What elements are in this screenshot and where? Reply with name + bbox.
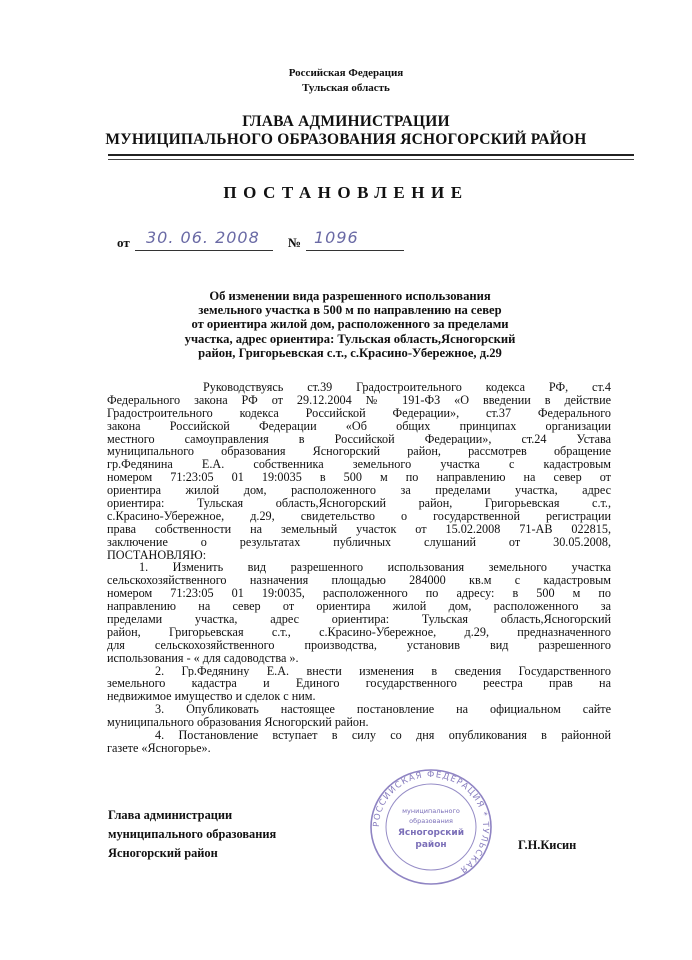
body-line: 3. Опубликовать настоящее постановление на официальном сайте xyxy=(155,703,611,717)
org-heading-line2: МУНИЦИПАЛЬНОГО ОБРАЗОВАНИЯ ЯСНОГОРСКИЙ РАЙОН xyxy=(105,131,587,148)
official-seal xyxy=(368,767,494,887)
seal-inner-line3: Ясногорский xyxy=(397,828,465,838)
body-line: сельскохозяйственного назначения площадью 284000 кв.м с кадастровым xyxy=(107,574,611,588)
seal-inner-line2: образования xyxy=(409,817,453,825)
body-line: закона Российской Федерации «Об общих принципах организации xyxy=(107,419,611,433)
body-line: муниципального образования Ясногорский район. xyxy=(107,716,369,730)
org-heading-line1: ГЛАВА АДМИНИСТРАЦИИ xyxy=(242,113,450,130)
seal-outer-text: РОССИЙСКАЯ ФЕДЕРАЦИЯ * ТУЛЬСКАЯ xyxy=(371,769,491,875)
subject-line: район, Григорьевская с.т., с.Красино-Убережное, д.29 xyxy=(198,345,502,360)
body-line: заключение о результатах публичных слушаний от 30.05.2008, xyxy=(107,535,611,549)
date-label: от xyxy=(117,235,130,250)
body-line: номером 71:23:05 01 19:0035 в 500 м по направлению на север от xyxy=(107,471,611,485)
body-line: Руководствуясь ст.39 Градостроительного кодекса РФ, ст.4 xyxy=(203,381,611,394)
body-line: недвижимое имущество и сделок с ним. xyxy=(107,690,316,704)
signature-position-line: муниципального образования xyxy=(108,827,277,841)
body-line: ориентира жилой дом, расположенного за пределами участка, адрес xyxy=(107,484,611,498)
region-heading: Тульская область xyxy=(302,82,390,94)
body-line: ориентира: Тульская область,Ясногорский район, Григорьевская с.т., xyxy=(107,497,611,510)
signature-block xyxy=(108,806,276,863)
number-underline xyxy=(306,250,404,251)
body-line: район, Григорьевская с.т., с.Красино-Убережное, д.29, предназначенного xyxy=(107,625,611,639)
document-type-title: ПОСТАНОВЛЕНИЕ xyxy=(223,183,469,202)
subject-block xyxy=(140,289,560,360)
number-value: 1096 xyxy=(314,228,359,247)
body-line: для сельскохозяйственного производства, установив вид разрешенного xyxy=(107,638,611,652)
signature-position-line: Ясногорский район xyxy=(108,846,218,860)
body-line: местного самоуправления в Российской Федерации», ст.24 Устава xyxy=(107,432,611,446)
body-line: земельного кадастра и Единого государственного реестра прав на xyxy=(107,677,611,691)
body-line: Градостроительного кодекса Российской Федерации», ст.37 Федерального xyxy=(107,406,611,420)
body-line: 1. Изменить вид разрешенного использования земельного участка xyxy=(139,561,611,575)
body-line: использования - « для садоводства ». xyxy=(107,651,299,665)
number-label: № xyxy=(288,235,302,250)
body-line: 4. Постановление вступает в силу со дня опубликования в районной xyxy=(155,729,611,742)
body-text xyxy=(107,381,611,755)
body-line: направлению на север от ориентира жилой дом, расположенного за xyxy=(107,600,611,614)
body-line: газете «Ясногорье». xyxy=(107,741,211,755)
body-line: муниципального образования Ясногорский район, рассмотрев обращение xyxy=(107,445,611,459)
subject-line: Об изменении вида разрешенного использования xyxy=(209,289,491,303)
body-line: пределами участка, адрес ориентира: Тульская область,Ясногорский xyxy=(107,613,611,626)
header-divider-thick xyxy=(108,154,634,156)
subject-line: от ориентира жилой дом, расположенного за пределами xyxy=(191,317,509,332)
header-divider-thin xyxy=(108,159,634,160)
subject-line: участка, адрес ориентира: Тульская область,Ясногорский xyxy=(184,331,516,346)
subject-line: земельного участка в 500 м по направлению на север xyxy=(198,303,502,318)
body-line: ПОСТАНОВЛЯЮ: xyxy=(107,548,207,562)
seal-inner-line1: муниципального xyxy=(402,807,460,815)
date-underline xyxy=(135,250,273,251)
body-line: Федерального закона РФ от 29.12.2004 № 191-ФЗ «О введении в действие xyxy=(107,393,611,407)
signatory-name: Г.Н.Кисин xyxy=(518,838,577,852)
country-heading: Российская Федерация xyxy=(288,67,404,79)
seal-inner-line4: район xyxy=(415,840,447,850)
body-line: права собственности на земельный участок от 15.02.2008 71-АВ 022815, xyxy=(107,522,611,536)
date-value: 30. 06. 2008 xyxy=(146,228,260,247)
body-line: с.Красино-Убережное, д.29, свидетельство о государственной регистрации xyxy=(107,509,611,523)
body-line: гр.Федянина Е.А. собственника земельного участка с кадастровым xyxy=(107,458,611,472)
body-line: 2. Гр.Федянину Е.А. внести изменения в сведения Государственного xyxy=(155,664,611,678)
body-line: номером 71:23:05 01 19:0035, расположенного по адресу: в 500 м по xyxy=(107,587,611,601)
signature-position-line: Глава администрации xyxy=(108,808,233,822)
